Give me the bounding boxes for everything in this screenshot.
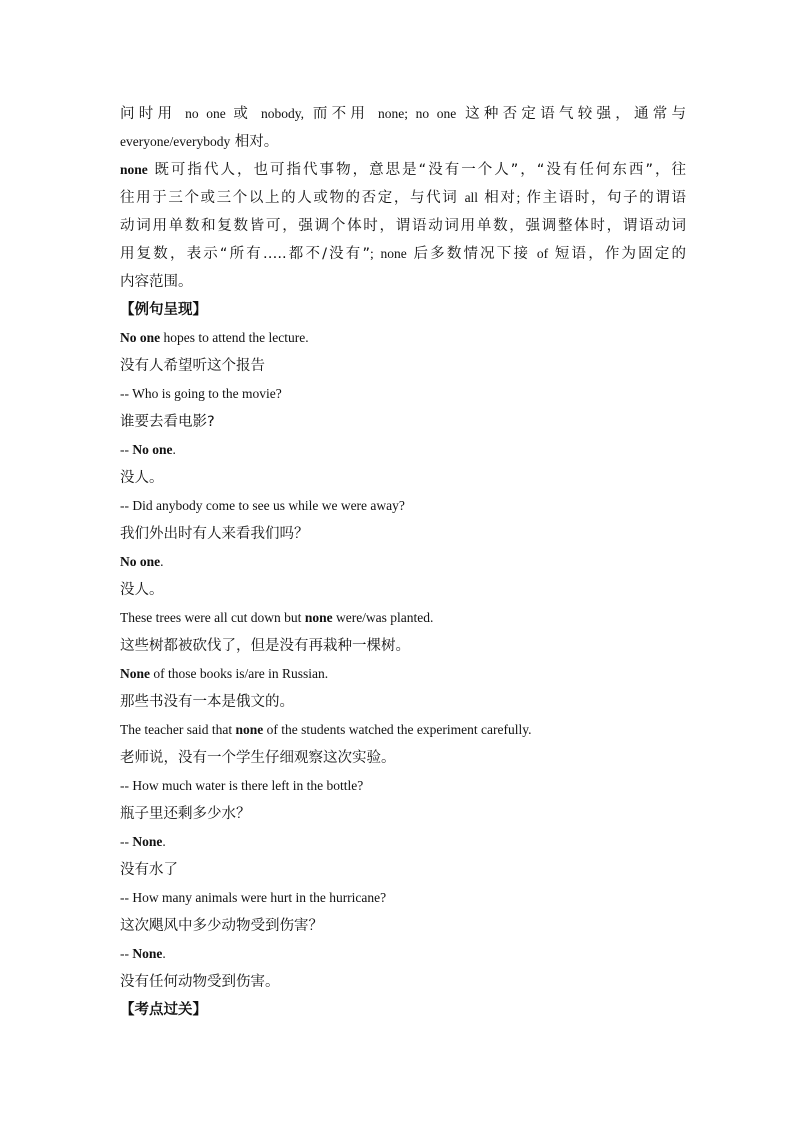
text-span: -- How much water is there left in the bottle? — [120, 778, 364, 793]
text-line — [120, 632, 686, 660]
text-span: 这些树都被砍伐了，但是没有再栽种一棵树。 — [120, 638, 410, 654]
text-span: -- — [120, 834, 133, 849]
text-span: . — [160, 554, 164, 569]
text-span: none — [380, 246, 407, 261]
text-span: ; — [516, 190, 521, 205]
text-span: none — [304, 610, 333, 625]
text-line — [120, 184, 686, 212]
text-span: 后多数情况下接 — [406, 246, 537, 262]
text-line — [120, 772, 686, 800]
text-span: No one — [120, 330, 161, 345]
text-span: -- Did anybody come to see us while we were away? — [120, 498, 405, 513]
text-span: -- How many animals were hurt in the hurricane? — [120, 890, 387, 905]
text-line — [120, 660, 686, 688]
text-span: -- — [120, 442, 133, 457]
text-line — [120, 436, 686, 464]
section-heading: 【例句呈现】 — [120, 302, 207, 318]
text-span: . — [172, 442, 176, 457]
text-span: No one — [120, 554, 161, 569]
text-span: none; no one — [378, 106, 457, 121]
text-span: 用复数，表示“所有…..都不/没有” — [120, 246, 370, 262]
text-span: 没有任何动物受到伤害。 — [120, 974, 280, 990]
text-span: The teacher said that — [120, 722, 236, 737]
text-span: 这种否定语气较强，通常与 — [456, 106, 686, 122]
text-span: . — [162, 834, 166, 849]
text-line — [120, 352, 686, 380]
text-line — [120, 380, 686, 408]
text-line — [120, 856, 686, 884]
text-span: 既可指代人，也可指代事物，意思是“没有一个人”，“没有任何东西”，往 — [147, 162, 686, 178]
text-span: 没人。 — [120, 582, 164, 598]
text-span: 谁要去看电影? — [120, 414, 215, 430]
text-line — [120, 968, 686, 996]
text-span: ; — [369, 246, 374, 261]
text-span: 往用于三个或三个以上的人或物的否定，与代词 — [120, 190, 465, 206]
text-span: 短语，作为固定的 — [548, 246, 686, 262]
text-line — [120, 408, 686, 436]
text-span: of — [536, 246, 549, 261]
text-span: None — [120, 666, 150, 681]
document-page — [120, 100, 686, 1024]
text-span: 作主语时，句子的谓语 — [520, 190, 686, 206]
section-heading: 【考点过关】 — [120, 1002, 207, 1018]
text-line — [120, 268, 686, 296]
text-span: 动词用单数和复数皆可，强调个体时，谓语动词用单数，强调整体时，谓语动词 — [120, 218, 686, 234]
text-span: 相对 — [478, 190, 517, 206]
text-line — [120, 212, 686, 240]
text-line — [120, 520, 686, 548]
text-span: 没人。 — [120, 470, 164, 486]
text-span: 而不用 — [304, 106, 379, 122]
text-span: 我们外出时有人来看我们吗？ — [120, 526, 309, 542]
text-span: none — [120, 162, 148, 177]
text-line — [120, 240, 686, 268]
text-span: were/was planted. — [332, 610, 434, 625]
text-span: -- Who is going to the movie? — [120, 386, 282, 401]
text-span: 瓶子里还剩多少水？ — [120, 806, 251, 822]
text-line — [120, 604, 686, 632]
text-line — [120, 100, 686, 128]
text-span: hopes to attend the lecture. — [160, 330, 309, 345]
text-span: of those books is/are in Russian. — [150, 666, 329, 681]
text-span: 那些书没有一本是俄文的。 — [120, 694, 294, 710]
text-line — [120, 128, 686, 156]
text-span: 内容范围。 — [120, 274, 193, 290]
text-line — [120, 688, 686, 716]
text-span: nobody, — [261, 106, 305, 121]
text-line — [120, 996, 686, 1024]
text-span: No one — [132, 442, 173, 457]
text-span: 问时用 — [120, 106, 186, 122]
text-line — [120, 576, 686, 604]
text-span: None — [132, 946, 163, 961]
text-line — [120, 940, 686, 968]
text-span: These trees were all cut down but — [120, 610, 305, 625]
text-span: 这次飓风中多少动物受到伤害？ — [120, 918, 323, 934]
text-line — [120, 912, 686, 940]
text-span: None — [132, 834, 163, 849]
text-line — [120, 884, 686, 912]
text-line — [120, 800, 686, 828]
text-span: none — [235, 722, 264, 737]
text-line — [120, 464, 686, 492]
text-span — [374, 246, 381, 262]
text-span: . — [162, 946, 166, 961]
text-line — [120, 716, 686, 744]
text-span: no one — [185, 106, 234, 121]
text-span: 老师说，没有一个学生仔细观察这次实验。 — [120, 750, 396, 766]
text-span: -- — [120, 946, 133, 961]
text-line — [120, 828, 686, 856]
text-line — [120, 296, 686, 324]
text-line — [120, 324, 686, 352]
text-line — [120, 492, 686, 520]
text-line — [120, 548, 686, 576]
text-line — [120, 744, 686, 772]
text-line — [120, 156, 686, 184]
text-span: all — [464, 190, 479, 205]
text-span: 或 — [233, 106, 262, 122]
text-span: 没有人希望听这个报告 — [120, 358, 265, 374]
text-span: 没有水了 — [120, 862, 178, 878]
text-span: everyone/everybody — [120, 134, 231, 149]
text-span: of the students watched the experiment carefully. — [263, 722, 532, 737]
text-span: 相对。 — [230, 134, 279, 150]
